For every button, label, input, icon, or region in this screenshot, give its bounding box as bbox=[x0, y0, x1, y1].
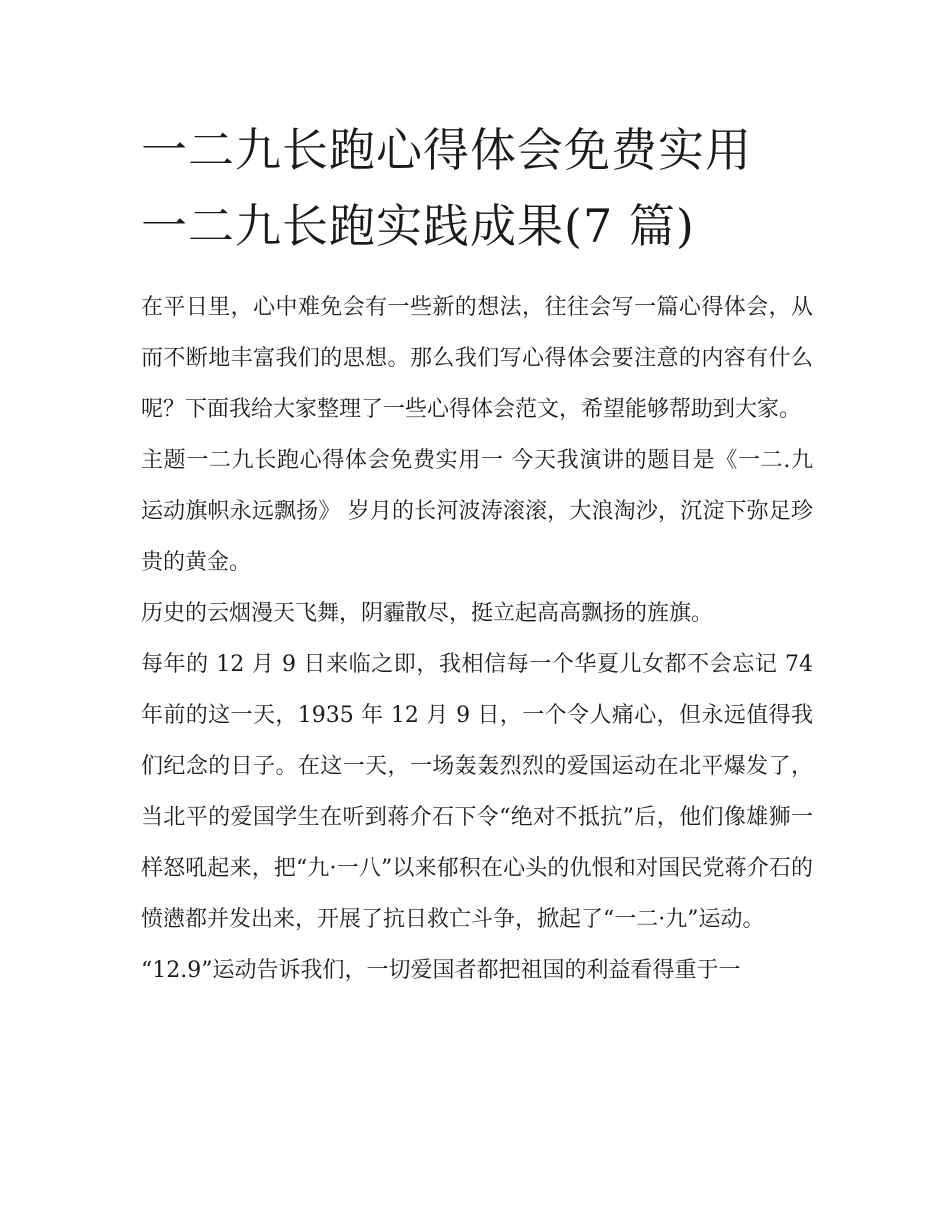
document-page bbox=[141, 112, 813, 996]
paragraph-lesson: “12.9”运动告诉我们，一切爱国者都把祖国的利益看得重于一 bbox=[141, 958, 741, 983]
paragraph-anniversary: 每年的 12 月 9 日来临之即，我相信每一个华夏儿女都不会忘记 74 年前的这一天，1935 年 12 月 9 日，一个令人痛心，但永远值得我们纪念的日子。在这一天，一场轰轰烈烈的爱国运动在北平爆发了，当北平的爱国学生在听到蒋介石下令“绝对不抵抗”后，他们像雄狮一样怒吼起来，把“九·一八”以来郁积在心头的仇恨和对国民党蒋介石的愤懑都并发出来，开展了抗日救亡斗争，掀起了“一二·九”运动。 bbox=[141, 652, 813, 932]
title-line-1: 一二九长跑心得体会免费实用 bbox=[141, 123, 752, 177]
document-title bbox=[141, 112, 813, 264]
title-line-2: 一二九长跑实践成果(7 篇) bbox=[141, 199, 695, 253]
paragraph-intro: 在平日里，心中难免会有一些新的想法，往往会写一篇心得体会，从而不断地丰富我们的思想。那么我们写心得体会要注意的内容有什么呢？下面我给大家整理了一些心得体会范文，希望能够帮助到大家。 bbox=[141, 295, 813, 422]
paragraph-theme: 主题一二九长跑心得体会免费实用一 今天我演讲的题目是《一二.九运动旗帜永远飘扬》 岁月的长河波涛滚滚，大浪淘沙，沉淀下弥足珍贵的黄金。 bbox=[141, 448, 813, 575]
paragraph-history: 历史的云烟漫天飞舞，阴霾散尽，挺立起高高飘扬的旌旗。 bbox=[141, 601, 714, 626]
